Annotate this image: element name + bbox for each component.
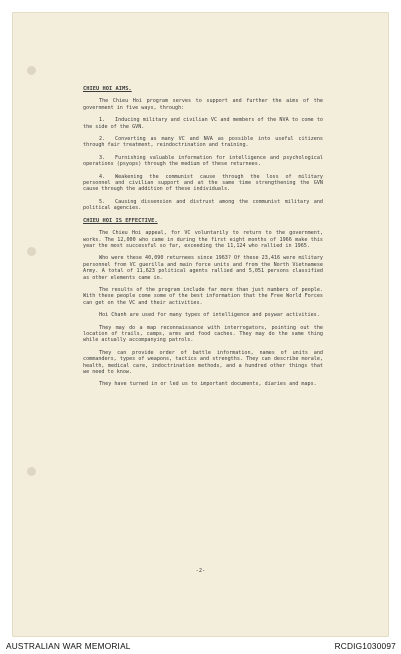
body-paragraph: They can provide order of battle information, names of units and commanders, types of weapons, tactics and strengths. They can describe morale, health, medical care, indoctrination methods, and a hundred other things that we need to know.: [83, 349, 323, 375]
aim-number: 4.: [99, 173, 106, 180]
aim-item: [83, 174, 323, 193]
archive-credit: AUSTRALIAN WAR MEMORIAL: [6, 641, 131, 651]
section-heading-effective: CHIEU HOI IS EFFECTIVE.: [83, 217, 158, 224]
aim-number: 5.: [99, 198, 106, 205]
archive-reference: RCDIG1030097: [334, 641, 396, 651]
body-paragraph: Who were these 40,090 returnees since 1963? Of these 23,416 were military personnel from VC guerilla and main force units and from the North Vietnamese Army. A total of 11,623 political agents rallied and 5,051 persons classified as other elements came in.: [83, 255, 323, 281]
punch-hole: [27, 247, 36, 256]
section-heading-aims: CHIEU HOI AIMS.: [83, 86, 132, 92]
document-body: [83, 86, 323, 394]
aim-text: Inducing military and civilian VC and members of the NVA to come to the side of the GVN.: [83, 117, 323, 130]
aim-item: [83, 136, 323, 149]
page-number: -2-: [195, 568, 206, 574]
punch-hole: [27, 467, 36, 476]
aim-item: [83, 199, 323, 212]
body-paragraph: They may do a map reconnaissance with interrogators, pointing out the location of trails, camps, arms and food caches. They may do the same thing while actually accompanying patrols.: [83, 324, 323, 344]
body-paragraph: The results of the program include far more than just numbers of people. With these people come some of the best information that the Free World Forces can get on the VC and their activities.: [83, 286, 323, 306]
aim-text: Furnishing valuable information for intelligence and psychological operations (psyops) through the medium of these returnees.: [83, 154, 323, 168]
intro-paragraph: The Chieu Hoi program serves to support and further the aims of the government in five ways, through:: [83, 98, 323, 111]
body-paragraph: The Chieu Hoi appeal, for VC voluntarily to return to the government, works. The 12,000 who came in during the first eight months of 1966 make this year the most successful so far, exceeding the 11,124 who rallied in 1965.: [83, 230, 323, 249]
aim-text: Causing dissension and distrust among the communist military and political agencies.: [83, 198, 323, 212]
aim-number: 2.: [99, 136, 106, 143]
aim-number: 1.: [99, 117, 106, 124]
punch-hole: [27, 66, 36, 75]
aim-text: Converting as many VC and NVA as possible into useful citizens through fair treatment, reindoctrination and training.: [83, 136, 323, 149]
aim-number: 3.: [99, 154, 106, 161]
aim-item: [83, 155, 323, 168]
body-paragraph: They have turned in or led us to important documents, diaries and maps.: [99, 381, 317, 388]
aim-text: Weakening the communist cause through the loss of military personnel and civilian support and at the same time strengthening the GVN cause through the addition of these individuals.: [83, 173, 323, 193]
aim-item: [83, 117, 323, 130]
body-paragraph: Hoi Chanh are used for many types of intelligence and psywar activities.: [99, 312, 320, 319]
